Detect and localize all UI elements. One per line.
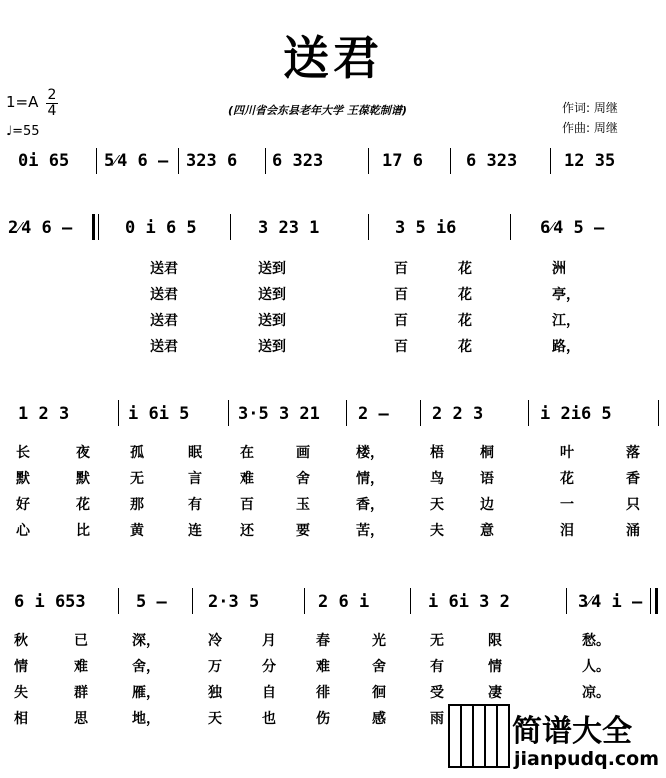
barline	[528, 400, 529, 426]
measure: 3 23 1	[258, 218, 320, 238]
barline	[98, 214, 99, 240]
barline	[450, 148, 451, 174]
song-title: 送君	[283, 31, 383, 85]
barline	[410, 588, 411, 614]
measure: 2⁄4 6 –	[8, 218, 73, 238]
meter-top: 2	[47, 87, 57, 103]
barline	[230, 214, 231, 240]
tempo-marking: ♩=55	[6, 124, 40, 139]
time-signature	[46, 88, 58, 119]
barline	[368, 148, 369, 174]
measure: 2 6 i	[318, 592, 370, 612]
measure: 0 i 6 5	[125, 218, 197, 238]
barline	[96, 148, 97, 174]
verse-line: 失 群 雁， 独 自 徘 徊 受 凄 凉。	[14, 685, 610, 701]
verse-line: 长 夜 孤 眠 在 画 楼， 梧 桐 叶 落	[16, 445, 640, 461]
barline	[420, 400, 421, 426]
watermark-url: jianpudq.com	[514, 748, 660, 770]
barline	[368, 214, 369, 240]
watermark-brand: 简谱大全	[512, 714, 632, 749]
measure: 2 2 3	[432, 404, 484, 424]
barline	[566, 588, 567, 614]
measure: i 6i 3 2	[428, 592, 510, 612]
measure: 6 323	[466, 151, 518, 171]
barline	[346, 400, 347, 426]
measure: 12 35	[564, 151, 616, 171]
measure: 323 6	[186, 151, 238, 171]
lyricist-credit: 作词: 周继	[562, 101, 618, 115]
measure: 5 –	[136, 592, 167, 612]
measure: 2·3 5	[208, 592, 260, 612]
source-credit: (四川省会东县老年大学 王葆乾制谱)	[228, 104, 407, 117]
barline	[650, 588, 651, 614]
barline	[118, 400, 119, 426]
barline	[192, 588, 193, 614]
verse-line: 秋 已 深， 冷 月 春 光 无 限 愁。	[14, 633, 610, 649]
measure: 6 i 653	[14, 592, 86, 612]
verse-line: 好 花 那 有 百 玉 香， 天 边 一 只	[16, 497, 640, 513]
meter-bottom: 4	[47, 103, 57, 119]
composer-credit: 作曲: 周继	[562, 121, 618, 135]
measure: 17 6	[382, 151, 423, 171]
barline	[228, 400, 229, 426]
measure: i 2i6 5	[540, 404, 612, 424]
barline	[550, 148, 551, 174]
barline	[265, 148, 266, 174]
piano-keys-icon	[448, 704, 510, 768]
barline	[304, 588, 305, 614]
measure: 3⁄4 i –	[578, 592, 643, 612]
barline	[178, 148, 179, 174]
key-signature: 1=A	[6, 93, 39, 111]
measure: 2 –	[358, 404, 389, 424]
barline	[510, 214, 511, 240]
measure: 6⁄4 5 –	[540, 218, 605, 238]
measure: i 6i 5	[128, 404, 190, 424]
verse-line: 情 难 舍， 万 分 难 舍 有 情 人。	[14, 659, 610, 675]
repeat-end-barline	[655, 588, 658, 614]
measure: 0i 65	[18, 151, 70, 171]
measure: 3·5 3 21	[238, 404, 320, 424]
measure: 3 5 i6	[395, 218, 457, 238]
measure: 5⁄4 6 –	[104, 151, 169, 171]
site-watermark	[448, 704, 666, 778]
verse-line: 相 思 地， 天 也 伤 感 雨	[14, 711, 444, 727]
measure: 1 2 3	[18, 404, 70, 424]
repeat-start-barline	[92, 214, 95, 240]
verse-line: 心 比 黄 连 还 要 苦， 夫 意 泪 涌	[16, 523, 640, 539]
barline	[118, 588, 119, 614]
verse-line: 默 默 无 言 难 舍 情， 鸟 语 花 香	[16, 471, 640, 487]
barline	[658, 400, 659, 426]
measure: 6 323	[272, 151, 324, 171]
